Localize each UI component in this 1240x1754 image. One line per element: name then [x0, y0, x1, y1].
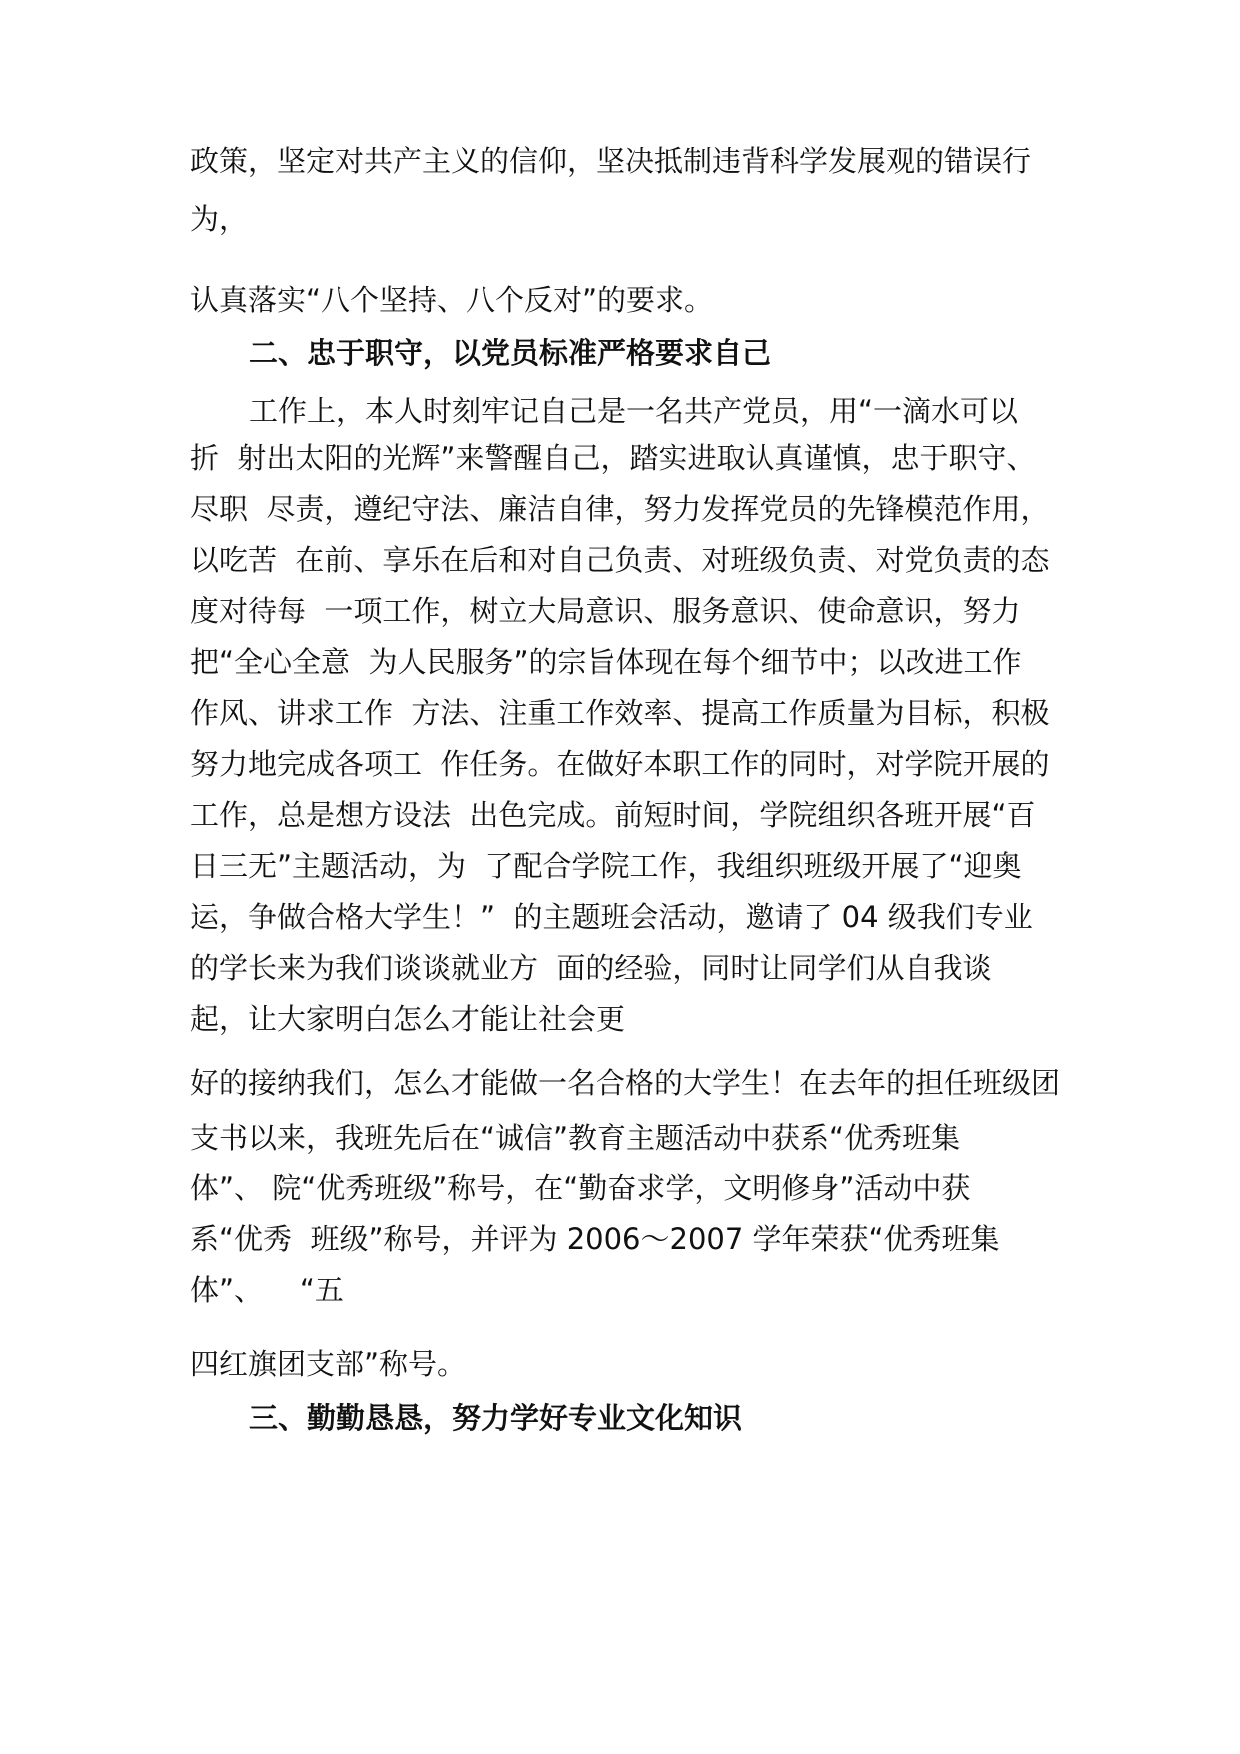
body-text-line: 系“优秀 班级”称号，并评为 2006～2007 学年荣获“优秀班集 [190, 1222, 1000, 1256]
body-text-line: 起，让大家明白怎么才能让社会更 [190, 1002, 626, 1036]
body-text-line: 折 射出太阳的光辉”来警醒自己，踏实进取认真谨慎，忠于职守、 [190, 441, 1036, 475]
body-text-line: 体”、 院“优秀班级”称号，在“勤奋求学，文明修身”活动中获 [190, 1171, 971, 1205]
body-text-line: 度对待每 一项工作，树立大局意识、服务意识、使命意识，努力 [190, 594, 1021, 628]
body-text-line: 四红旗团支部”称号。 [190, 1347, 467, 1381]
body-text-line: 好的接纳我们，怎么才能做一名合格的大学生！在去年的担任班级团 [190, 1066, 1061, 1100]
body-text-line: 政策，坚定对共产主义的信仰，坚决抵制违背科学发展观的错误行 [190, 144, 1032, 178]
body-text-line: 日三无”主题活动，为 了配合学院工作，我组织班级开展了“迎奥 [190, 849, 1022, 883]
body-text-line: 为， [190, 202, 249, 236]
body-text-line: 尽职 尽责，遵纪守法、廉洁自律，努力发挥党员的先锋模范作用， [190, 492, 1050, 526]
body-text-line: 认真落实“八个坚持、八个反对”的要求。 [190, 283, 714, 317]
body-text-line: 体”、 “五 [190, 1273, 344, 1307]
body-text-line: 的学长来为我们谈谈就业方 面的经验，同时让同学们从自我谈 [190, 951, 992, 985]
body-text-line: 作风、讲求工作 方法、注重工作效率、提高工作质量为目标，积极 [190, 696, 1050, 730]
body-text-line: 以吃苦 在前、享乐在后和对自己负责、对班级负责、对党负责的态 [190, 543, 1050, 577]
body-text-line: 运，争做合格大学生！” 的主题班会活动，邀请了 04 级我们专业 [190, 900, 1033, 934]
body-text-line: 工作上，本人时刻牢记自己是一名共产党员，用“一滴水可以 [249, 394, 1019, 428]
section-heading-2: 二、忠于职守，以党员标准严格要求自己 [249, 336, 772, 370]
body-text-line: 工作，总是想方设法 出色完成。前短时间，学院组织各班开展“百 [190, 798, 1036, 832]
body-text-line: 努力地完成各项工 作任务。在做好本职工作的同时，对学院开展的 [190, 747, 1050, 781]
section-heading-3: 三、勤勤恳恳，努力学好专业文化知识 [249, 1401, 743, 1435]
body-text-line: 支书以来，我班先后在“诚信”教育主题活动中获系“优秀班集 [190, 1121, 961, 1155]
body-text-line: 把“全心全意 为人民服务”的宗旨体现在每个细节中；以改进工作 [190, 645, 1022, 679]
